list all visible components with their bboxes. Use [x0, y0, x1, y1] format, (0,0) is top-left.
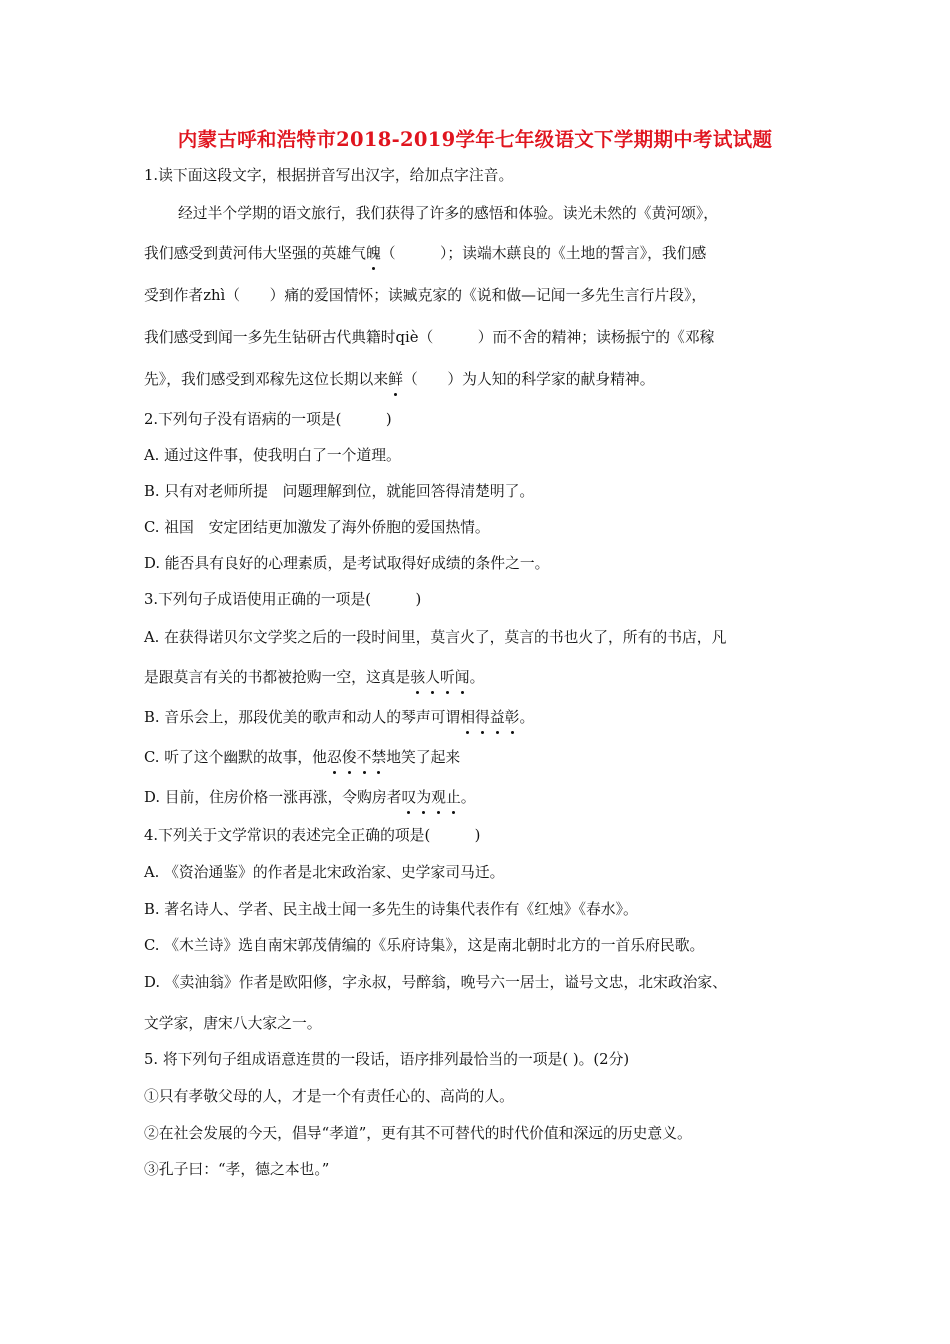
q3-option-a-line-2: [144, 668, 484, 688]
dotted-char: 俊: [341, 749, 357, 766]
q5-sentence-1: ①只有孝敬父母的人，才是一个有责任心的、高尚的人。: [144, 1088, 514, 1105]
dotted-char: 观: [431, 789, 446, 806]
q1-line-3: 受到作者zhì（ ）痛的爱国情怀；读臧克家的《说和做—记闻一多先生言行片段》，: [144, 287, 707, 304]
q3-option-a-text: 是跟莫言有关的书都被抢购一空，这真是: [144, 669, 411, 686]
q2-option-c: C. 祖国 安定团结更加激发了海外侨胞的爱国热情。: [144, 519, 490, 536]
q1-line-2-text-b: （ ）；读端木蕻良的《土地的誓言》，我们感: [380, 245, 707, 262]
q3-option-a-end: 。: [469, 669, 485, 686]
q3-stem: 3.下列句子成语使用正确的一项是( ): [144, 591, 422, 608]
q3-option-d-end: 。: [460, 789, 476, 806]
dotted-char: 止: [445, 789, 461, 806]
q3-option-c: [144, 748, 460, 768]
q1-line-4: 我们感受到闻一多先生钻研古代典籍时qiè（ ）而不舍的精神；读杨振宁的《邓稼: [144, 329, 715, 346]
dotted-char: 人: [425, 669, 440, 686]
dotted-char: 叹: [401, 789, 417, 806]
q2-option-b: B. 只有对老师所提 问题理解到位，就能回答得清楚明了。: [144, 483, 535, 500]
dotted-char: 不: [356, 749, 372, 766]
page-title: 内蒙古呼和浩特市2018-2019学年七年级语文下学期期中考试试题: [177, 128, 773, 151]
q3-option-b-text: B. 音乐会上，那段优美的歌声和动人的琴声可谓: [144, 709, 461, 726]
q3-option-a-line-1: A. 在获得诺贝尔文学奖之后的一段时间里，莫言火了，莫言的书也火了，所有的书店，凡: [144, 629, 727, 646]
q4-option-c: C. 《木兰诗》选自南宋郭茂倩编的《乐府诗集》，这是南北朝时北方的一首乐府民歌。: [144, 937, 705, 954]
q3-option-c-text: C. 听了这个幽默的故事，他: [144, 749, 327, 766]
dotted-char: 得: [475, 709, 490, 726]
dotted-char: 忍: [326, 749, 342, 766]
q4-option-d-line-1: D. 《卖油翁》作者是欧阳修，字永叔，号醉翁，晚号六一居士，谥号文忠，北宋政治家、: [144, 974, 728, 991]
q1-line-5-text: 先》，我们感受到邓稼先这位长期以来: [144, 371, 389, 388]
q3-option-b: [144, 708, 534, 728]
q5-stem: 5. 将下列句子组成语意连贯的一段话，语序排列最恰当的一项是( )。(2分): [144, 1051, 630, 1068]
dotted-char: 鲜: [388, 371, 403, 388]
dotted-char: 魄: [365, 245, 381, 262]
q1-line-1: 经过半个学期的语文旅行，我们获得了许多的感悟和体验。读光未然的《黄河颂》，: [178, 205, 719, 222]
dotted-char: 益: [489, 709, 505, 726]
q3-option-d-text: D. 目前，住房价格一涨再涨，令购房者: [144, 789, 402, 806]
dotted-char: 闻: [454, 669, 470, 686]
q4-option-a: A. 《资治通鉴》的作者是北宋政治家、史学家司马迁。: [144, 864, 505, 881]
q1-line-2-text: 我们感受到黄河伟大坚强的英雄气: [144, 245, 366, 262]
q4-option-d-line-2: 文学家，唐宋八大家之一。: [144, 1015, 322, 1032]
q3-option-d: [144, 788, 476, 808]
dotted-char: 骇: [410, 669, 426, 686]
q5-sentence-2: ②在社会发展的今天，倡导“孝道”，更有其不可替代的时代价值和深远的历史意义。: [144, 1125, 692, 1142]
q2-stem: 2.下列句子没有语病的一项是( ): [144, 411, 392, 428]
dotted-char: 禁: [371, 749, 387, 766]
dotted-char: 听: [439, 669, 455, 686]
dotted-char: 彰: [504, 709, 520, 726]
q5-sentence-3: ③孔子曰：“孝，德之本也。”: [144, 1161, 330, 1178]
q4-stem: 4.下列关于文学常识的表述完全正确的项是( ): [144, 827, 481, 844]
q3-option-b-end: 。: [519, 709, 535, 726]
q1-line-5: [144, 370, 655, 390]
dotted-char: 为: [416, 789, 432, 806]
q1-line-2: [144, 244, 706, 264]
q3-option-c-end: 地笑了起来: [386, 749, 461, 766]
dotted-char: 相: [460, 709, 476, 726]
q2-option-d: D. 能否具有良好的心理素质，是考试取得好成绩的条件之一。: [144, 555, 550, 572]
q2-option-a: A. 通过这件事，使我明白了一个道理。: [144, 447, 401, 464]
q1-line-5-text-b: （ ）为人知的科学家的献身精神。: [402, 371, 655, 388]
q1-stem: 1.读下面这段文字，根据拼音写出汉字，给加点字注音。: [144, 167, 514, 184]
q4-option-b: B. 著名诗人、学者、民主战士闻一多先生的诗集代表作有《红烛》《春水》。: [144, 901, 638, 918]
